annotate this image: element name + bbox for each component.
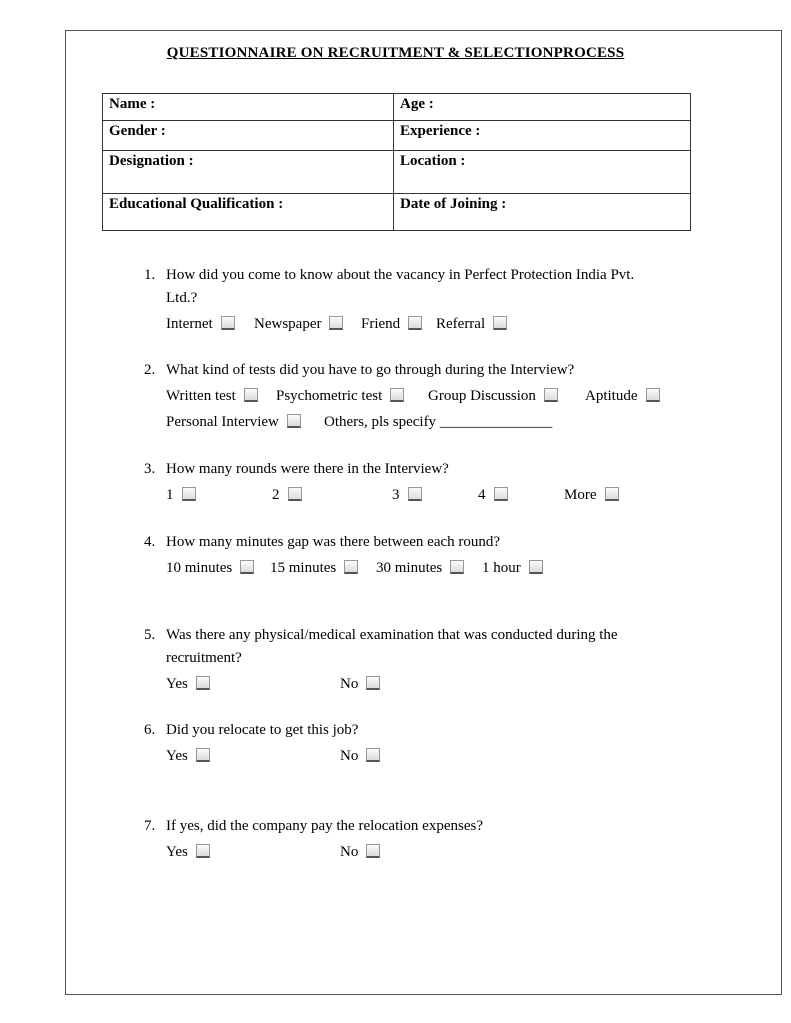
question-1: [144, 264, 704, 339]
question-text: How did you come to know about the vacancy in Perfect Protection India Pvt.: [166, 267, 635, 283]
checkbox[interactable]: [390, 388, 404, 402]
checkbox[interactable]: [196, 748, 210, 762]
checkbox[interactable]: [646, 388, 660, 402]
option-30-minutes[interactable]: 30 minutes: [376, 557, 464, 580]
question-text: How many rounds were there in the Interview?: [166, 461, 449, 477]
checkbox[interactable]: [244, 388, 258, 402]
checkbox[interactable]: [366, 844, 380, 858]
option-no[interactable]: No: [340, 841, 380, 864]
option-friend[interactable]: Friend: [361, 313, 422, 336]
question-text: How many minutes gap was there between each round?: [166, 534, 501, 550]
question-number: 7.: [144, 818, 156, 834]
option-yes[interactable]: Yes: [166, 841, 210, 864]
checkbox[interactable]: [196, 844, 210, 858]
age-field[interactable]: Age :: [394, 94, 691, 121]
checkbox[interactable]: [240, 560, 254, 574]
checkbox[interactable]: [182, 487, 196, 501]
checkbox[interactable]: [605, 487, 619, 501]
option-referral[interactable]: Referral: [436, 313, 507, 336]
option-yes[interactable]: Yes: [166, 673, 210, 696]
option-aptitude[interactable]: Aptitude: [585, 385, 660, 408]
checkbox[interactable]: [366, 748, 380, 762]
option-4[interactable]: 4: [478, 484, 508, 507]
question-text: What kind of tests did you have to go through during the Interview?: [166, 362, 575, 378]
option-1-hour[interactable]: 1 hour: [482, 557, 543, 580]
checkbox[interactable]: [494, 487, 508, 501]
checkbox[interactable]: [329, 316, 343, 330]
experience-field[interactable]: Experience :: [394, 121, 691, 151]
location-field[interactable]: Location :: [394, 151, 691, 194]
question-text: Was there any physical/medical examination that was conducted during the: [166, 627, 618, 643]
option-others-specify[interactable]: Others, pls specify _______________: [324, 414, 553, 430]
question-number: 3.: [144, 461, 156, 477]
date-of-joining-field[interactable]: Date of Joining :: [394, 194, 691, 231]
question-number: 4.: [144, 534, 156, 550]
option-more[interactable]: More: [564, 484, 619, 507]
question-text: Did you relocate to get this job?: [166, 722, 359, 738]
question-3: [144, 458, 704, 510]
question-number: 6.: [144, 722, 156, 738]
question-4: [144, 531, 704, 583]
question-number: 5.: [144, 627, 156, 643]
option-3[interactable]: 3: [392, 484, 422, 507]
option-2[interactable]: 2: [272, 484, 302, 507]
option-no[interactable]: No: [340, 745, 380, 768]
option-1[interactable]: 1: [166, 484, 196, 507]
checkbox[interactable]: [493, 316, 507, 330]
question-7: [144, 815, 704, 867]
checkbox[interactable]: [366, 676, 380, 690]
checkbox[interactable]: [287, 414, 301, 428]
checkbox[interactable]: [221, 316, 235, 330]
page-title: QUESTIONNAIRE ON RECRUITMENT & SELECTIONPROCESS: [166, 45, 625, 61]
option-psychometric-test[interactable]: Psychometric test: [276, 385, 404, 408]
checkbox[interactable]: [196, 676, 210, 690]
checkbox[interactable]: [529, 560, 543, 574]
option-10-minutes[interactable]: 10 minutes: [166, 557, 254, 580]
educational-qualification-field[interactable]: Educational Qualification :: [103, 194, 394, 231]
question-6: [144, 719, 704, 771]
gender-field[interactable]: Gender :: [103, 121, 394, 151]
checkbox[interactable]: [288, 487, 302, 501]
option-no[interactable]: No: [340, 673, 380, 696]
checkbox[interactable]: [408, 487, 422, 501]
question-text: If yes, did the company pay the relocation expenses?: [166, 818, 483, 834]
option-15-minutes[interactable]: 15 minutes: [270, 557, 358, 580]
respondent-info-table: [102, 93, 691, 231]
question-number: 1.: [144, 267, 156, 283]
question-5: [144, 624, 704, 699]
option-yes[interactable]: Yes: [166, 745, 210, 768]
option-group-discussion[interactable]: Group Discussion: [428, 385, 558, 408]
option-internet[interactable]: Internet: [166, 313, 235, 336]
option-personal-interview[interactable]: Personal Interview: [166, 411, 301, 434]
checkbox[interactable]: [450, 560, 464, 574]
question-number: 2.: [144, 362, 156, 378]
checkbox[interactable]: [544, 388, 558, 402]
option-newspaper[interactable]: Newspaper: [254, 313, 343, 336]
checkbox[interactable]: [344, 560, 358, 574]
designation-field[interactable]: Designation :: [103, 151, 394, 194]
question-text-continued: Ltd.?: [166, 290, 198, 306]
question-text-continued: recruitment?: [166, 650, 242, 666]
checkbox[interactable]: [408, 316, 422, 330]
question-2: [144, 359, 704, 437]
name-field[interactable]: Name :: [103, 94, 394, 121]
option-written-test[interactable]: Written test: [166, 385, 258, 408]
